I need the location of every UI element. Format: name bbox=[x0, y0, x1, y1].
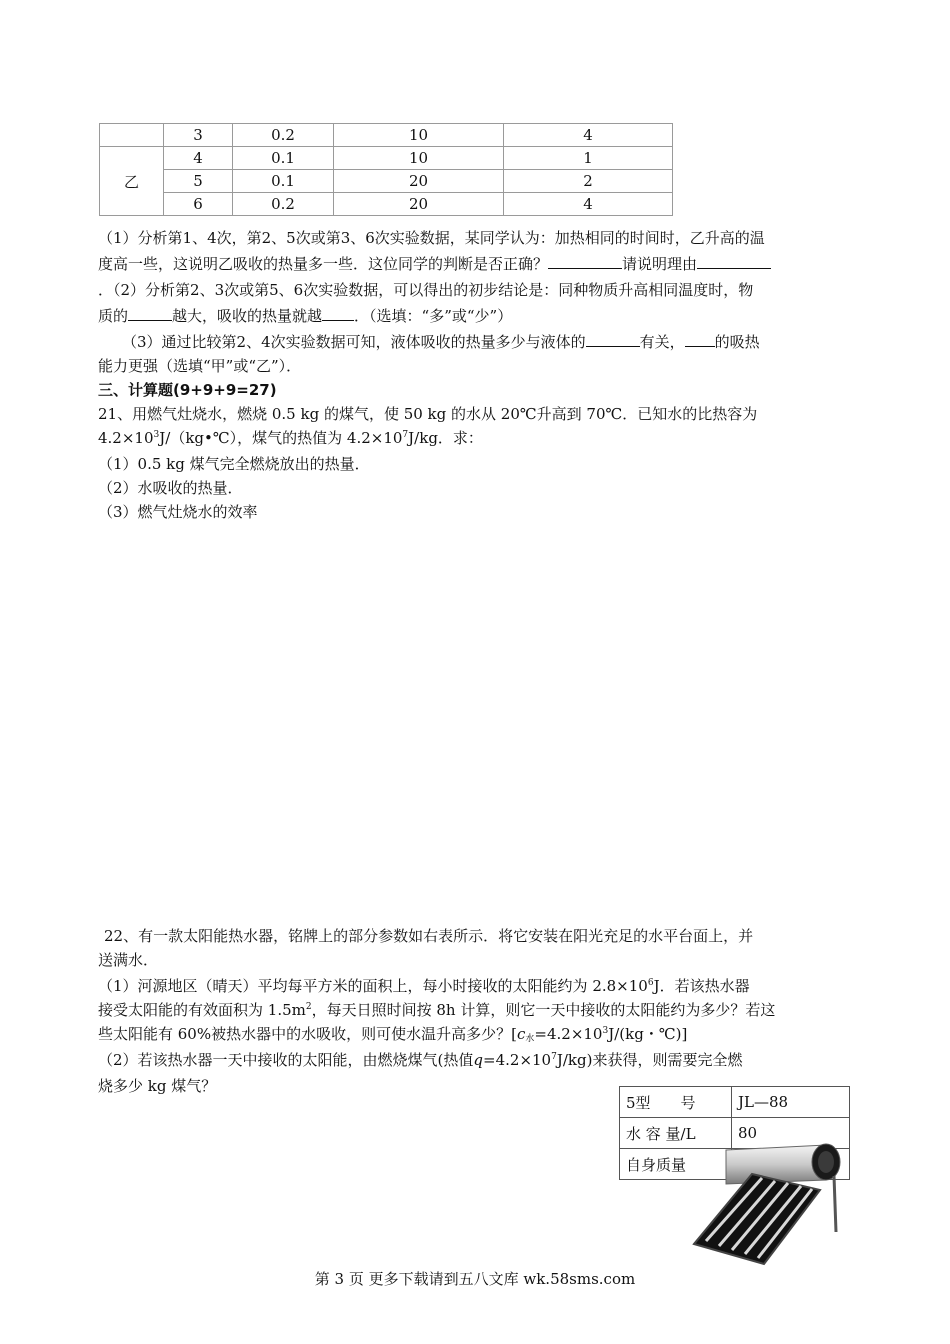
q21-text-b: J/（kg•℃），煤气的热值为 4.2×10 bbox=[159, 429, 403, 447]
q22-part1-line1 bbox=[98, 976, 750, 996]
table-row bbox=[100, 170, 673, 193]
q20-part3-text2: 有关， bbox=[639, 333, 685, 351]
experiment-table bbox=[99, 123, 673, 216]
q21-sup2: 7 bbox=[402, 430, 409, 440]
q22-text: =4.2×10 bbox=[483, 1051, 552, 1069]
section-title: 三、计算题(9+9+9=27) bbox=[98, 381, 277, 399]
q20-part1-line2 bbox=[98, 254, 771, 274]
q21-line1: 21、用燃气灶烧水，燃烧 0.5 kg 的煤气，使 50 kg 的水从 20℃升高到 70℃．已知水的比热容为 bbox=[98, 405, 758, 423]
table-row bbox=[620, 1087, 850, 1118]
q21-text-c: J/kg．求： bbox=[408, 429, 483, 447]
q22-sub: 水 bbox=[525, 1034, 535, 1044]
q20-part2-text: 质的 bbox=[98, 307, 129, 325]
q20-part2-text2: 越大，吸收的热量就越 bbox=[172, 307, 323, 325]
q20-part1-text: 度高一些，这说明乙吸收的热量多一些．这位同学的判断是否正确？ bbox=[98, 255, 549, 273]
spec-value: JL—88 bbox=[732, 1087, 850, 1118]
mass-cell: 0.2 bbox=[233, 124, 334, 147]
answer-blank[interactable] bbox=[697, 254, 771, 269]
time-cell: 2 bbox=[504, 170, 673, 193]
spec-value: 80 bbox=[732, 1118, 850, 1149]
spec-label: 自身质量 bbox=[620, 1149, 732, 1180]
solar-water-heater-image bbox=[686, 1140, 852, 1266]
q22-text: J．若该热水器 bbox=[653, 977, 750, 995]
q20-part3-text: （3）通过比较第2、4次实验数据可知，液体吸收的热量多少与液体的 bbox=[122, 333, 586, 351]
table-row bbox=[100, 193, 673, 216]
spec-label: 5型 号 bbox=[620, 1087, 732, 1118]
q20-part1-text2: 请说明理由 bbox=[622, 255, 698, 273]
q22-var-c: c bbox=[516, 1025, 526, 1043]
q22-line2: 送满水． bbox=[98, 951, 159, 969]
q22-text: （1）河源地区（晴天）平均每平方米的面积上，每小时接收的太阳能约为 2.8×10 bbox=[98, 977, 648, 995]
time-cell: 4 bbox=[504, 124, 673, 147]
table-row bbox=[100, 124, 673, 147]
answer-blank[interactable] bbox=[548, 254, 622, 269]
temp-cell: 20 bbox=[334, 170, 504, 193]
temp-cell: 20 bbox=[334, 193, 504, 216]
q20-part1-line1: （1）分析第1、4次，第2、5次或第3、6次实验数据，某同学认为：加热相同的时间时，乙升高的温 bbox=[98, 229, 765, 247]
mass-cell: 0.1 bbox=[233, 147, 334, 170]
q22-sup: 3 bbox=[602, 1026, 609, 1036]
q22-part1-line2 bbox=[98, 1000, 775, 1020]
q21-item3: （3）燃气灶烧水的效率 bbox=[98, 503, 258, 521]
q22-text: J/(kg・℃)] bbox=[608, 1025, 688, 1043]
q22-text: J/kg)来获得，则需要完全燃 bbox=[556, 1051, 743, 1069]
q22-text: 接受太阳能的有效面积为 1.5m bbox=[98, 1001, 306, 1019]
temp-cell: 10 bbox=[334, 147, 504, 170]
q20-part2-text3: ．（选填：“多”或“少”） bbox=[354, 307, 513, 325]
trial-cell: 5 bbox=[164, 170, 233, 193]
q21-line2 bbox=[98, 428, 483, 448]
answer-blank[interactable] bbox=[322, 306, 354, 321]
q22-part2-line2: 烧多少 kg 煤气？ bbox=[98, 1077, 217, 1095]
group-cell bbox=[100, 124, 164, 147]
q20-part2-line1: ．（2）分析第2、3次或第5、6次实验数据，可以得出的初步结论是：同种物质升高相同温度时，物 bbox=[98, 281, 754, 299]
mass-cell: 0.2 bbox=[233, 193, 334, 216]
q22-text: ，每天日照时间按 8h 计算，则它一天中接收的太阳能约为多少？若这 bbox=[311, 1001, 776, 1019]
page-footer: 第 3 页 更多下载请到五八文库 wk.58sms.com bbox=[314, 1270, 636, 1288]
q22-text: 些太阳能有 60%被热水器中的水吸收，则可使水温升高多少？[ bbox=[98, 1025, 517, 1043]
q21-text-a: 4.2×10 bbox=[98, 429, 154, 447]
trial-cell: 3 bbox=[164, 124, 233, 147]
table-row bbox=[100, 147, 673, 170]
q22-sup: 7 bbox=[551, 1052, 557, 1062]
answer-blank[interactable] bbox=[128, 306, 172, 321]
q22-sup: 6 bbox=[647, 978, 654, 988]
group-cell: 乙 bbox=[100, 147, 164, 216]
trial-cell: 6 bbox=[164, 193, 233, 216]
q20-part3-line1 bbox=[122, 332, 760, 352]
mass-cell: 0.1 bbox=[233, 170, 334, 193]
q22-text: =4.2×10 bbox=[534, 1025, 603, 1043]
time-cell: 1 bbox=[504, 147, 673, 170]
q20-part2-line2 bbox=[98, 306, 512, 326]
q22-sup: 2 bbox=[305, 1002, 312, 1012]
spec-label: 水 容 量/L bbox=[620, 1118, 732, 1149]
q21-item1: （1）0.5 kg 煤气完全燃烧放出的热量． bbox=[98, 455, 370, 473]
q21-item2: （2）水吸收的热量． bbox=[98, 479, 243, 497]
time-cell: 4 bbox=[504, 193, 673, 216]
q22-part2-line1 bbox=[98, 1050, 742, 1070]
trial-cell: 4 bbox=[164, 147, 233, 170]
q21-sup1: 3 bbox=[153, 430, 160, 440]
answer-blank[interactable] bbox=[685, 332, 715, 347]
q22-var-q: q bbox=[473, 1051, 484, 1069]
q22-text: （2）若该热水器一天中接收的太阳能，由燃烧煤气(热值 bbox=[98, 1051, 474, 1069]
temp-cell: 10 bbox=[334, 124, 504, 147]
q20-part3-line2: 能力更强（选填“甲”或“乙”）． bbox=[98, 357, 302, 375]
answer-blank[interactable] bbox=[586, 332, 640, 347]
q20-part3-text3: 的吸热 bbox=[714, 333, 760, 351]
q22-line1: 22、有一款太阳能热水器，铭牌上的部分参数如右表所示．将它安装在阳光充足的水平台面上，并 bbox=[104, 927, 754, 945]
q22-part1-line3 bbox=[98, 1024, 687, 1044]
